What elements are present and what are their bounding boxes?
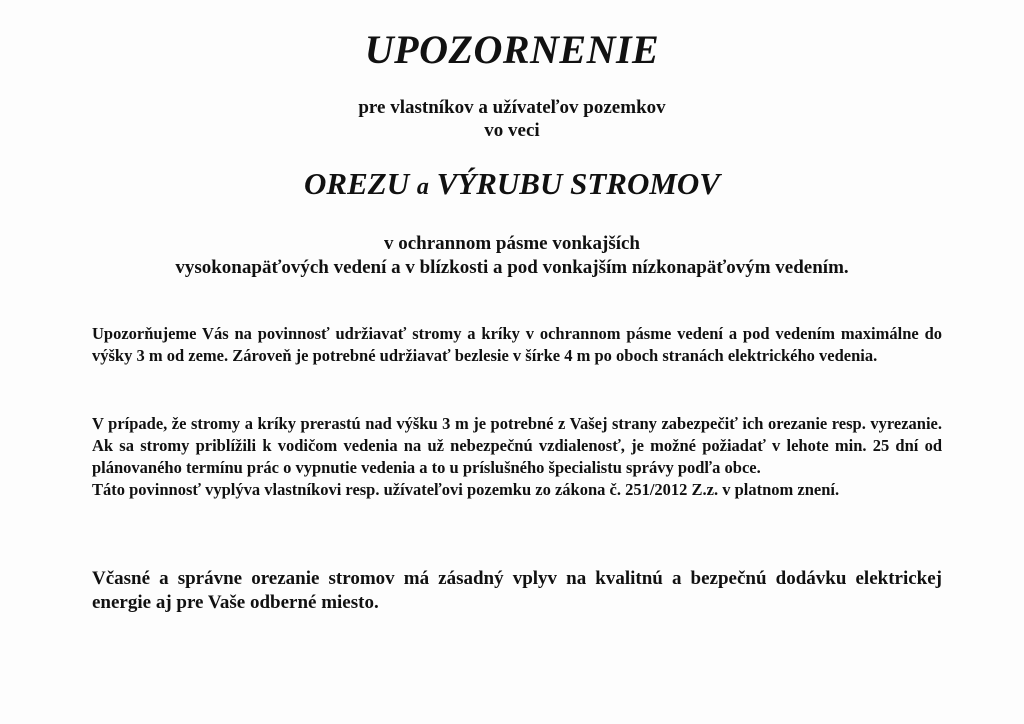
subtitle-line-2: vo veci [484,120,540,141]
paragraph-importance [92,567,942,615]
notice-scope [0,232,1024,280]
paragraph-2a-text: V prípade, že stromy a kríky prerastú nad výšku 3 m je potrebné z Vašej strany zabezpečiť ich orezanie resp. vyrezanie. Ak sa stromy priblížili k vodičom vedenia na už nebezpečnú vzdialenosť, je možné požiadať v lehote min. 25 dní od plánovaného termínu prác o vypnutie vedenia a to u príslušného špecialistu správy podľa obce. [92,414,942,477]
paragraph-overgrowth-procedure [92,413,942,501]
topic-part-2: a [416,174,429,200]
topic-part-1: OREZU [304,166,410,201]
notice-subtitle [0,96,1024,142]
scope-line-2: vysokonapäťových vedení a v blízkosti a pod vonkajším nízkonapäťovým vedením. [175,257,849,278]
scope-line-1: v ochrannom pásme vonkajších [384,233,640,254]
paragraph-1-text: Upozorňujeme Vás na povinnosť udržiavať stromy a kríky v ochrannom pásme vedení a pod vedením maximálne do výšky 3 m od zeme. Zároveň je potrebné udržiavať bezlesie v šírke 4 m po oboch stranách elektrického vedenia. [92,324,942,365]
paragraph-3-text: Včasné a správne orezanie stromov má zásadný vplyv na kvalitnú a bezpečnú dodávku elektrickej energie aj pre Vaše odberné miesto. [92,568,942,613]
paragraph-2b-text: Táto povinnosť vyplýva vlastníkovi resp. užívateľovi pozemku zo zákona č. 251/2012 Z.z. v platnom znení. [92,480,840,499]
notice-title: UPOZORNENIE [364,27,660,72]
paragraph-maintenance-obligation [92,323,942,367]
notice-topic [0,166,1024,202]
subtitle-line-1: pre vlastníkov a užívateľov pozemkov [358,97,666,118]
topic-part-3: VÝRUBU STROMOV [436,166,720,201]
